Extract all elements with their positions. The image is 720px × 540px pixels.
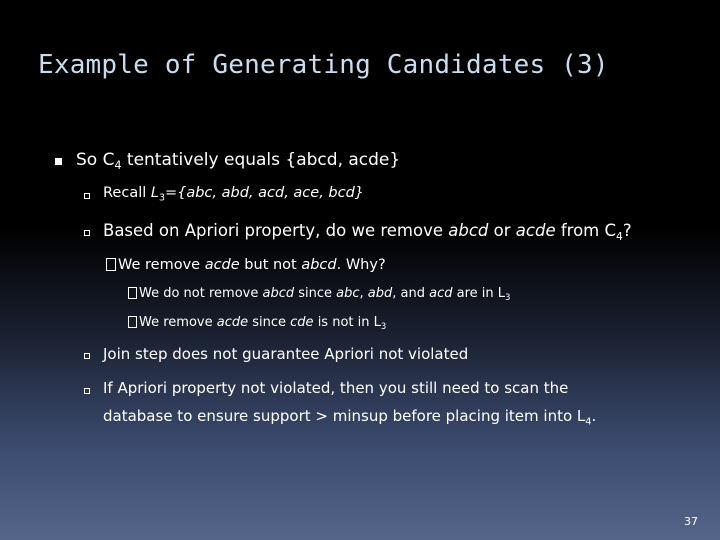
- hollow-square-bullet-icon: [84, 230, 90, 236]
- bullet-we-remove-acde: We remove acde but not abcd. Why?: [106, 257, 386, 273]
- square-bullet-icon: [55, 158, 62, 165]
- missing-glyph-icon: [128, 287, 137, 299]
- hollow-square-bullet-icon: [84, 193, 90, 199]
- missing-glyph-icon: [106, 258, 116, 271]
- hollow-square-bullet-icon: [84, 353, 90, 359]
- hollow-square-bullet-icon: [84, 388, 90, 394]
- bullet-recall-l3: Recall $L_3=\{abc$, abd, acd, ace, bcd}: [103, 185, 365, 204]
- bullet-remove-acde-cde: We remove acde since cde is not in $L_3$: [128, 315, 386, 330]
- missing-glyph-icon: [128, 316, 137, 328]
- bullet-if-apriori-line1: If Apriori property not violated, then you still need to scan the: [103, 379, 569, 397]
- bullet-join-step: Join step does not guarantee Apriori not violated: [103, 345, 469, 363]
- bullet-c4-tentative: So $C_4$ tentatively equals {abcd, acde}: [76, 150, 401, 172]
- bullet-based-on-apriori: Based on Apriori property, do we remove abcd or acde from $C_4$?: [103, 221, 632, 243]
- bullet-do-not-remove-abcd: We do not remove abcd since abc, abd, and acd are in $L_3$: [128, 286, 510, 301]
- bullet-if-apriori-line2: database to ensure support > minsup before placing item into $L_4$.: [103, 407, 597, 428]
- slide-title: Example of Generating Candidates (3): [38, 50, 609, 80]
- page-number: 37: [684, 515, 698, 528]
